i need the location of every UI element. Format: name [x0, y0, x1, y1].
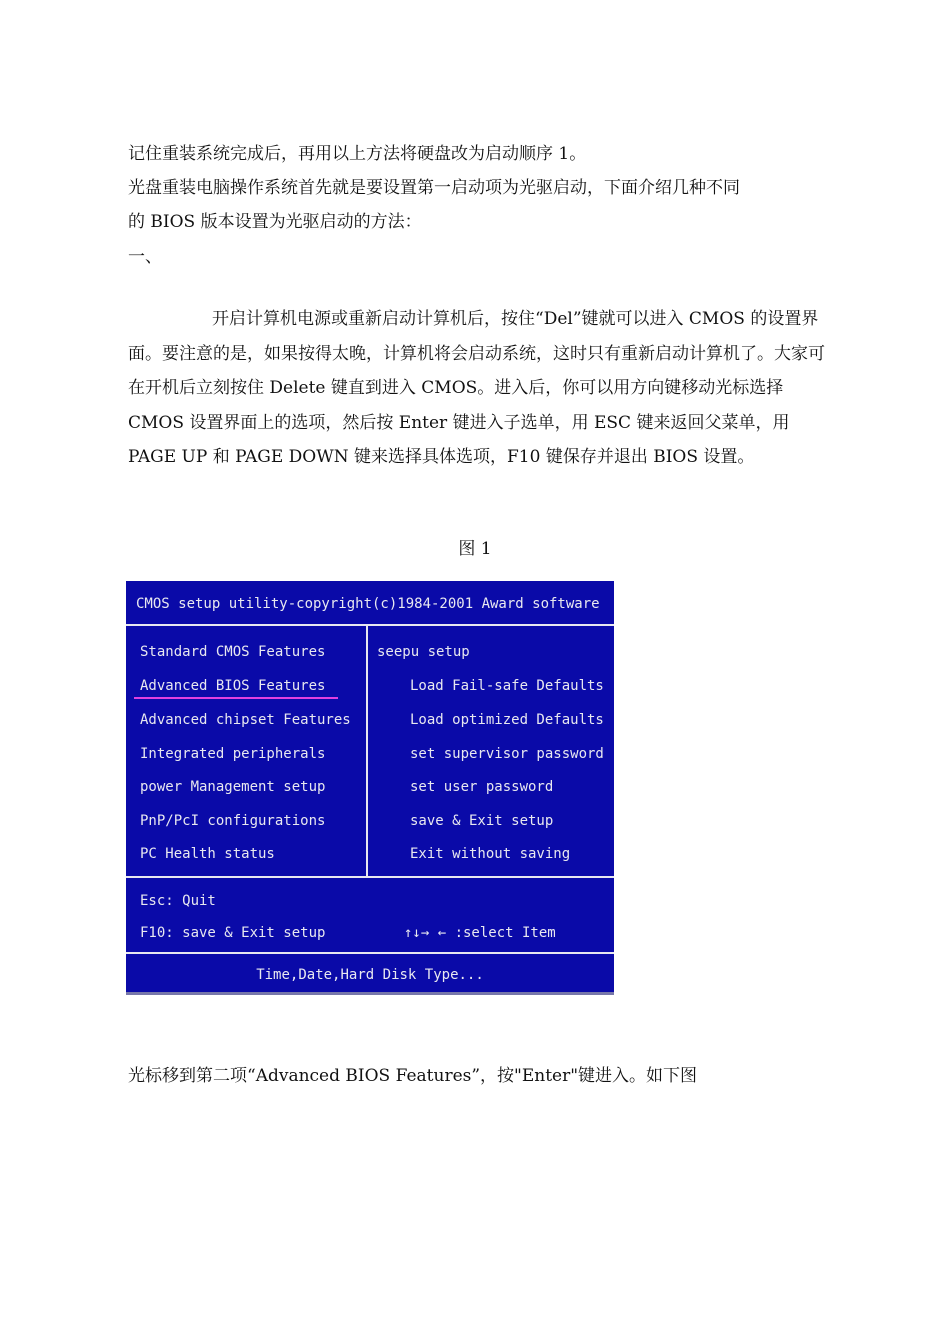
- section-number: 一、: [128, 247, 162, 267]
- f10-hint: F10: save & Exit setup: [140, 925, 326, 941]
- instruction-paragraph: [128, 302, 828, 475]
- text-line-2: 光盘重装电脑操作系统首先就是要设置第一启动项为光驱启动，下面介绍几种不同: [128, 178, 740, 198]
- divider: [126, 952, 614, 954]
- bios-menu-item[interactable]: PC Health status: [140, 846, 275, 862]
- bios-status-hint: Time,Date,Hard Disk Type...: [256, 967, 484, 983]
- bottom-edge: [126, 992, 614, 995]
- bios-menu-item[interactable]: PnP/PcI configurations: [140, 813, 326, 829]
- bios-menu-item[interactable]: set user password: [410, 779, 554, 795]
- bios-menu-item[interactable]: Load Fail-safe Defaults: [410, 678, 604, 694]
- figure-label: 图 1: [458, 539, 492, 559]
- text-line-3: 的 BIOS 版本设置为光驱启动的方法：: [128, 212, 422, 232]
- bios-menu-item[interactable]: set supervisor password: [410, 746, 604, 762]
- select-hint: ↑↓→ ← :select Item: [404, 925, 556, 941]
- divider: [126, 624, 614, 626]
- selection-underline: [134, 697, 338, 699]
- bios-menu-item[interactable]: Advanced chipset Features: [140, 712, 351, 728]
- caption: 光标移到第二项“Advanced BIOS Features”，按"Enter"键进入。如下图: [128, 1066, 698, 1086]
- bios-screenshot: [126, 581, 614, 995]
- bios-title: CMOS setup utility-copyright(c)1984-2001 Award software: [136, 596, 600, 612]
- text-line-1: 记住重装系统完成后，再用以上方法将硬盘改为启动顺序 1。: [128, 144, 587, 164]
- bios-menu-item[interactable]: Standard CMOS Features: [140, 644, 326, 660]
- column-divider: [366, 625, 368, 876]
- bios-menu-item-selected[interactable]: Advanced BIOS Features: [140, 678, 326, 694]
- divider: [126, 876, 614, 878]
- bios-menu-item[interactable]: save & Exit setup: [410, 813, 554, 829]
- bios-menu-item[interactable]: Exit without saving: [410, 846, 571, 862]
- esc-hint: Esc: Quit: [140, 893, 216, 909]
- instruction-text: 开启计算机电源或重新启动计算机后，按住“Del”键就可以进入 CMOS 的设置界面。要注意的是，如果按得太晚，计算机将会启动系统，这时只有重新启动计算机了。大家可在开机后立刻按住 Delete 键直到进入 CMOS。进入后，你可以用方向键移动光标选择 CMOS 设置界面上的选项，然后按 Enter 键进入子选单，用 ESC 键来返回父菜单，用 PAGE UP 和 PAGE DOWN 键来选择具体选项，F10 键保存并退出 BIOS 设置。: [128, 309, 825, 467]
- bios-menu-item[interactable]: power Management setup: [140, 779, 326, 795]
- bios-menu-item[interactable]: seepu setup: [377, 644, 470, 660]
- bios-menu-item[interactable]: Load optimized Defaults: [410, 712, 604, 728]
- bios-menu-item[interactable]: Integrated peripherals: [140, 746, 326, 762]
